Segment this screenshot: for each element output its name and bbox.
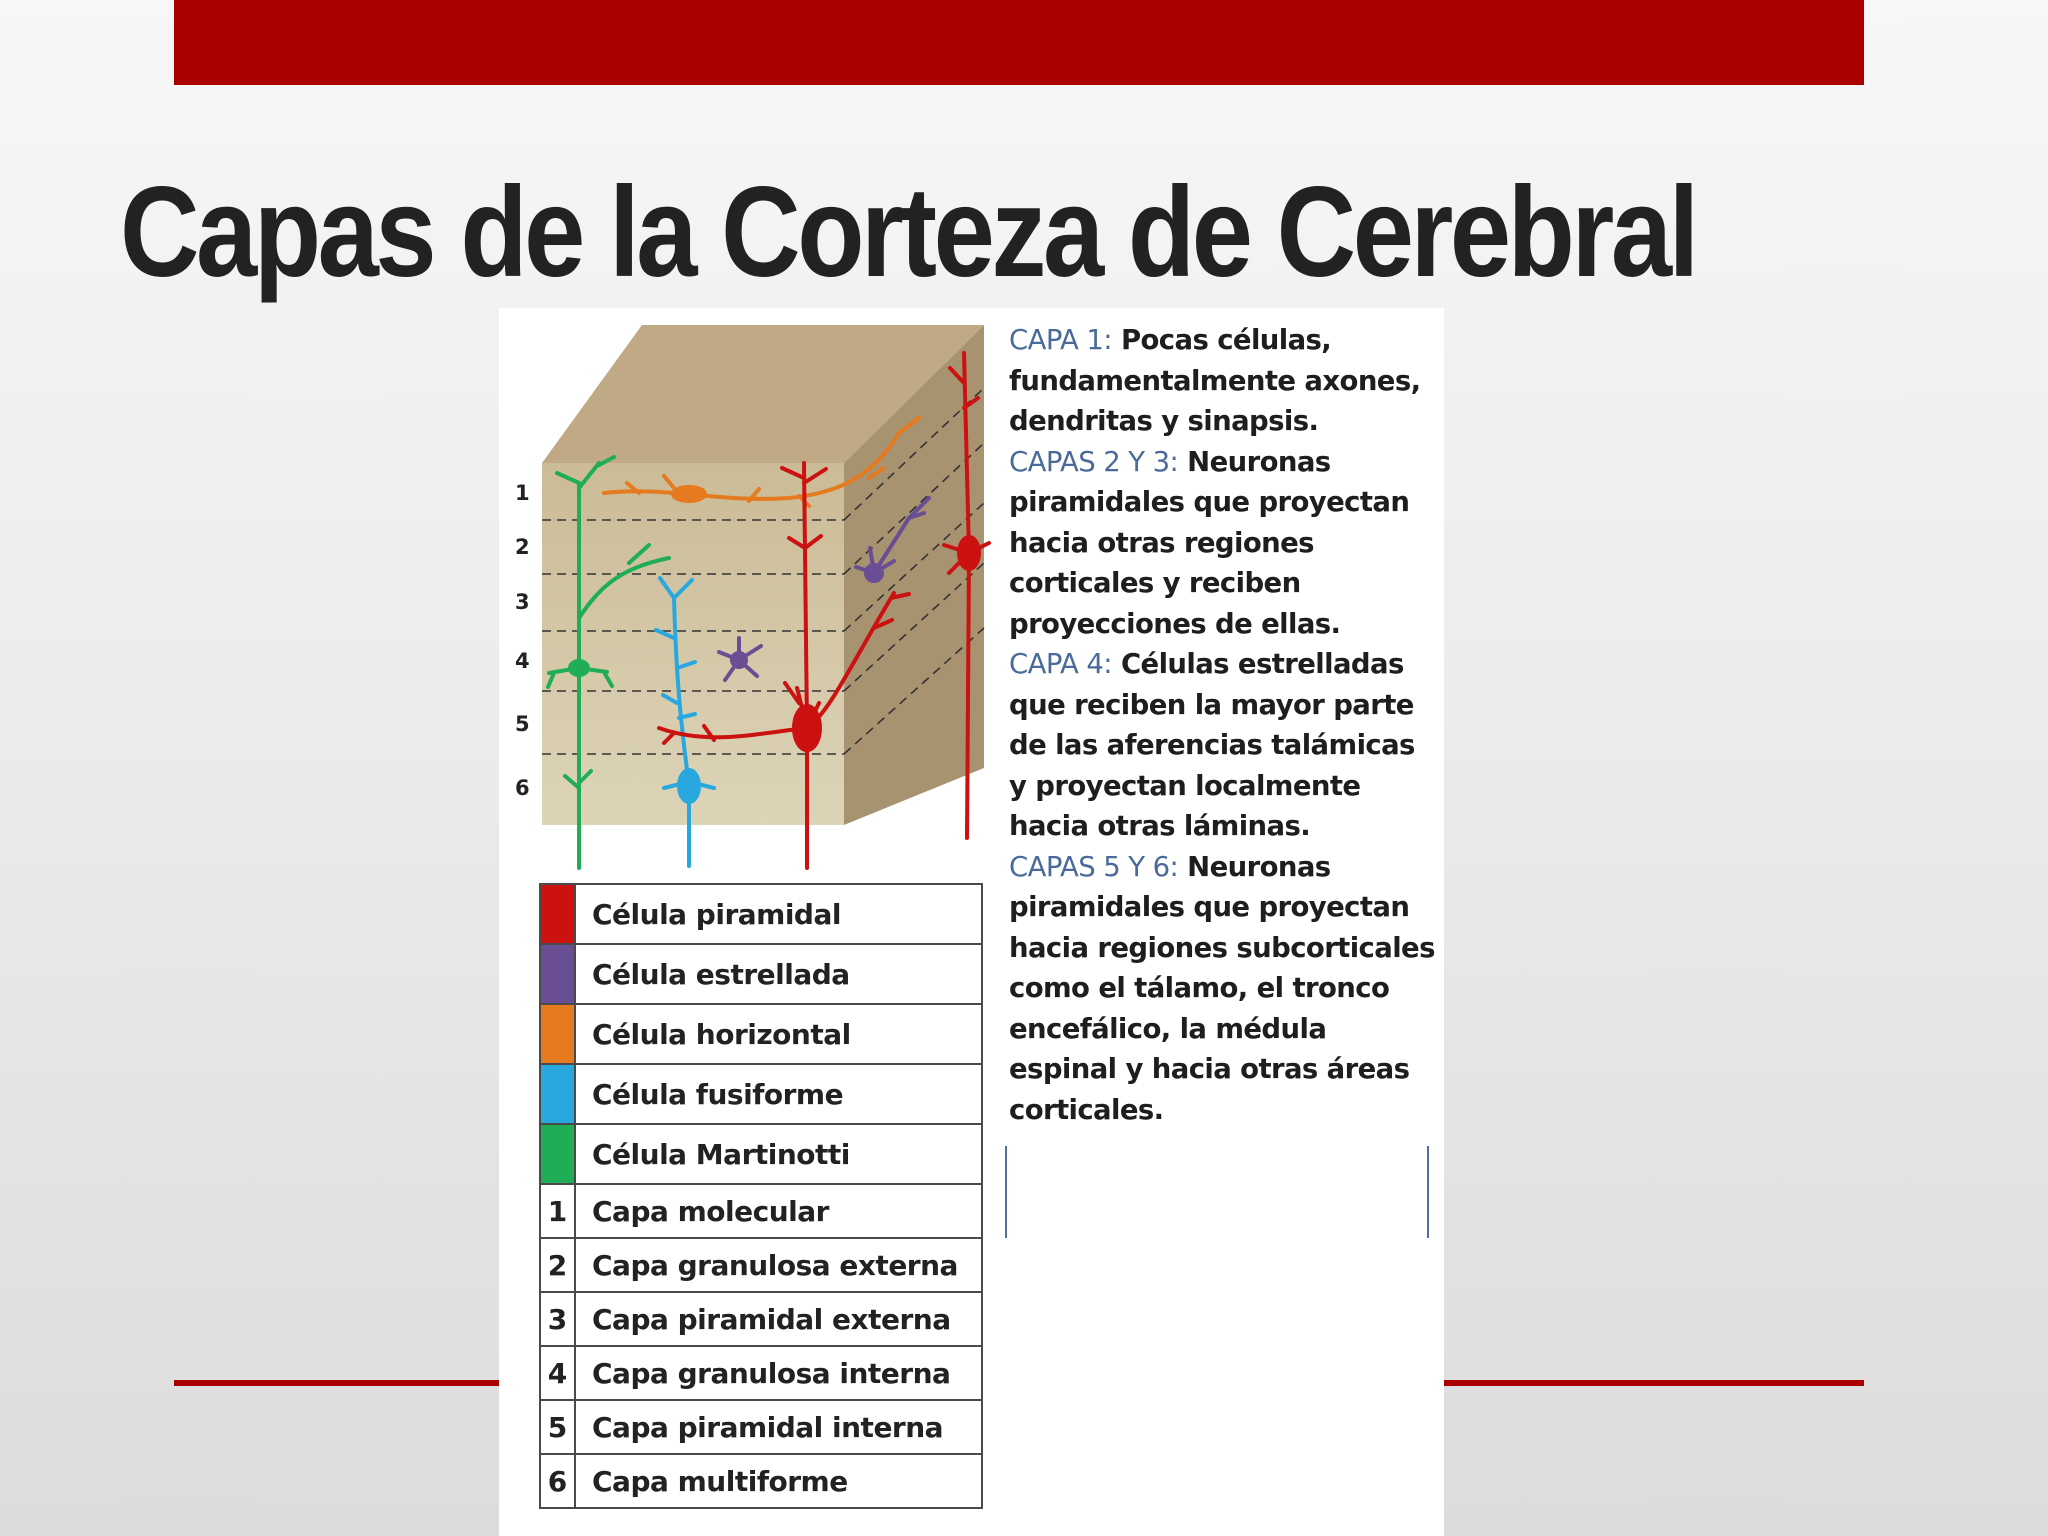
description-capa-4: [1009, 644, 1439, 847]
legend-label-martinotti: Célula Martinotti: [575, 1124, 982, 1184]
legend-layer-label: Capa granulosa interna: [575, 1346, 982, 1400]
legend-table: [539, 883, 983, 1509]
legend-layer-number: 6: [540, 1454, 575, 1508]
legend-layer-label: Capa multiforme: [575, 1454, 982, 1508]
legend-label-piramidal: Célula piramidal: [575, 884, 982, 944]
legend-row-layer-3: [540, 1292, 982, 1346]
description-capa-1: [1009, 320, 1439, 442]
legend-label-fusiforme: Célula fusiforme: [575, 1064, 982, 1124]
legend-layer-label: Capa molecular: [575, 1184, 982, 1238]
layer-descriptions: [1009, 320, 1439, 1130]
legend-swatch-horizontal: [540, 1004, 575, 1064]
text-box-border-right: [1427, 1146, 1429, 1238]
legend-layer-number: 3: [540, 1292, 575, 1346]
bottom-accent-line-left: [174, 1380, 499, 1386]
legend-layer-number: 1: [540, 1184, 575, 1238]
legend-row-layer-4: [540, 1346, 982, 1400]
layer-number-6: 6: [515, 776, 530, 800]
legend-layer-label: Capa piramidal externa: [575, 1292, 982, 1346]
description-capas-5-6: [1009, 847, 1439, 1131]
layer-number-1: 1: [515, 481, 530, 505]
content-panel: [499, 308, 1444, 1536]
description-text: Neuronas piramidales que proyectan hacia regiones subcorticales como el tálamo, el tronco encefálico, la médula espinal y hacia otras áreas corticales.: [1009, 850, 1435, 1126]
layer-number-4: 4: [515, 649, 530, 673]
legend-layer-label: Capa granulosa externa: [575, 1238, 982, 1292]
legend-row-martinotti: [540, 1124, 982, 1184]
description-capas-2-3: [1009, 442, 1439, 645]
legend-swatch-fusiforme: [540, 1064, 575, 1124]
description-text: Neuronas piramidales que proyectan hacia otras regiones corticales y reciben proyecciones de ellas.: [1009, 445, 1410, 640]
description-heading: CAPAS 2 Y 3:: [1009, 445, 1179, 478]
legend-layer-label: Capa piramidal interna: [575, 1400, 982, 1454]
description-heading: CAPA 4:: [1009, 648, 1112, 680]
legend-row-layer-2: [540, 1238, 982, 1292]
legend-label-estrellada: Célula estrellada: [575, 944, 982, 1004]
legend-layer-number: 5: [540, 1400, 575, 1454]
legend-layer-number: 4: [540, 1346, 575, 1400]
legend-row-piramidal: [540, 884, 982, 944]
text-box-border-left: [1005, 1146, 1007, 1238]
description-heading: CAPA 1:: [1009, 324, 1112, 356]
bottom-accent-line-right: [1444, 1380, 1864, 1386]
legend-row-layer-5: [540, 1400, 982, 1454]
layer-number-2: 2: [515, 535, 530, 559]
legend-row-layer-1: [540, 1184, 982, 1238]
legend-row-layer-6: [540, 1454, 982, 1508]
legend-swatch-martinotti: [540, 1124, 575, 1184]
layer-number-5: 5: [515, 712, 530, 736]
legend-swatch-piramidal: [540, 884, 575, 944]
cortex-layers-diagram: [499, 308, 999, 888]
legend-label-horizontal: Célula horizontal: [575, 1004, 982, 1064]
layer-number-3: 3: [515, 590, 530, 614]
legend-row-fusiforme: [540, 1064, 982, 1124]
top-accent-bar: [174, 0, 1864, 85]
legend-row-estrellada: [540, 944, 982, 1004]
legend-row-horizontal: [540, 1004, 982, 1064]
legend-swatch-estrellada: [540, 944, 575, 1004]
slide-title: Capas de la Corteza de Cerebral: [120, 161, 1696, 304]
description-heading: CAPAS 5 Y 6:: [1009, 850, 1179, 883]
description-text: Pocas células, fundamentalmente axones, dendritas y sinapsis.: [1009, 324, 1421, 437]
description-text: Células estrelladas que reciben la mayor parte de las aferencias talámicas y proyectan localmente hacia otras láminas.: [1009, 648, 1415, 842]
legend-layer-number: 2: [540, 1238, 575, 1292]
